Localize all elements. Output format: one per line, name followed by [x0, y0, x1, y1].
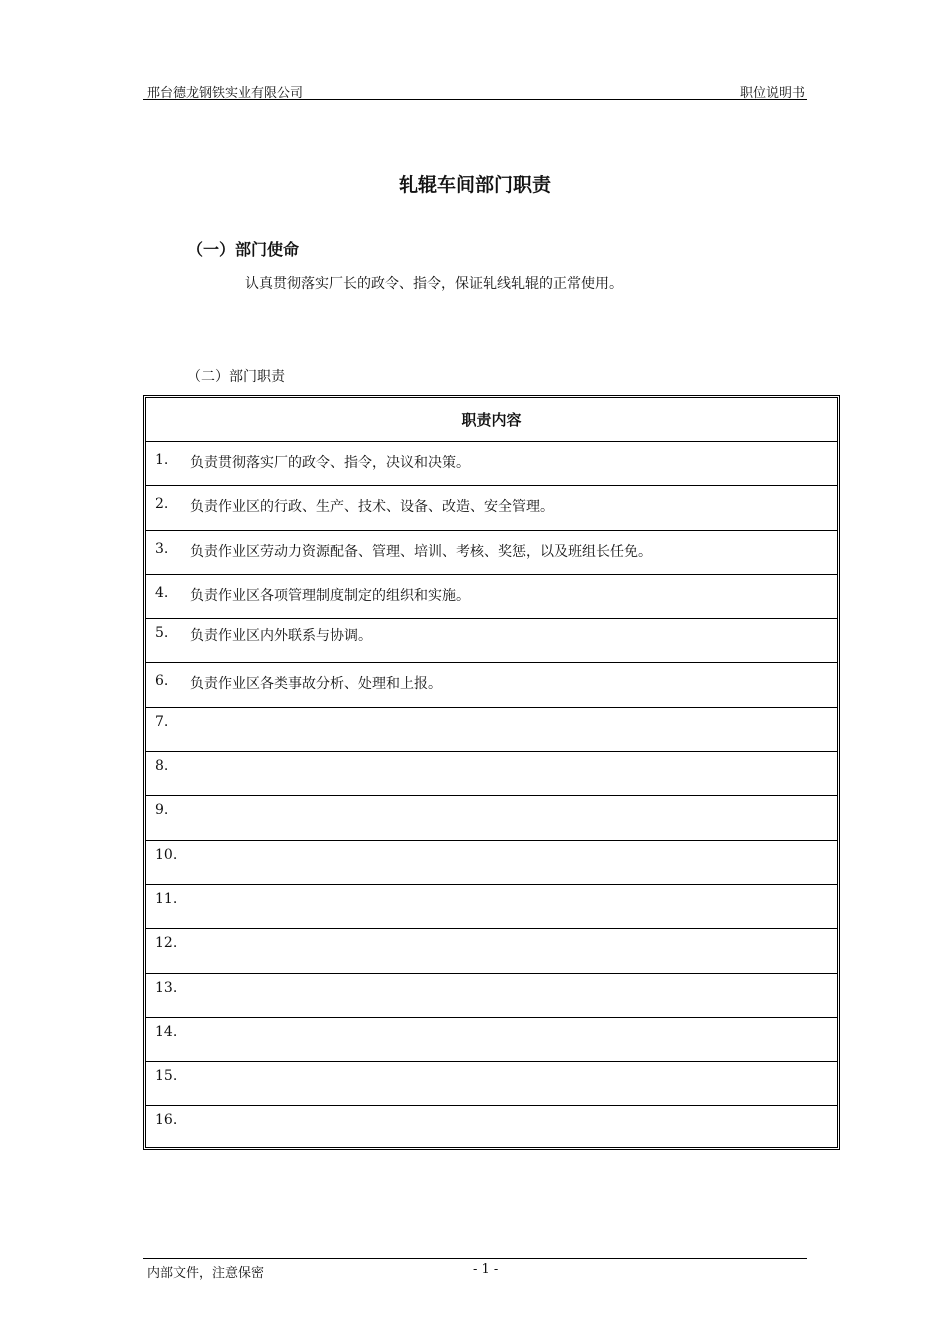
row-number: 14.	[155, 1023, 178, 1040]
row-text: 负责作业区内外联系与协调。	[190, 628, 372, 645]
row-text: 负责作业区各项管理制度制定的组织和实施。	[190, 587, 470, 604]
row-number: 11.	[155, 890, 178, 907]
row-number: 10.	[155, 846, 178, 863]
duties-table-header: 职责内容	[146, 398, 837, 442]
row-number: 9.	[155, 802, 169, 819]
header-divider	[143, 99, 807, 100]
row-number: 3.	[155, 540, 169, 557]
section-mission-text: 认真贯彻落实厂长的政令、指令，保证轧线轧辊的正常使用。	[245, 276, 623, 292]
page-title: 轧辊车间部门职责	[398, 174, 551, 196]
row-number: 15.	[155, 1068, 178, 1085]
section-mission-heading: （一）部门使命	[187, 240, 300, 259]
row-number: 2.	[155, 496, 169, 513]
table-row	[146, 841, 837, 885]
section-duties-heading: （二）部门职责	[187, 369, 285, 385]
table-row	[146, 1018, 837, 1062]
row-number: 4.	[155, 584, 169, 601]
footer-confidential-note: 内部文件，注意保密	[147, 1266, 265, 1281]
row-number: 7.	[155, 713, 169, 730]
footer-divider	[143, 1258, 807, 1259]
table-row	[146, 885, 837, 929]
row-text: 负责贯彻落实厂的政令、指令，决议和决策。	[190, 455, 470, 471]
table-row	[146, 1062, 837, 1106]
row-number: 13.	[155, 979, 178, 996]
row-number: 1.	[155, 452, 169, 468]
table-row	[146, 575, 837, 619]
table-row	[146, 1106, 837, 1150]
table-row	[146, 974, 837, 1018]
row-number: 6.	[155, 673, 169, 690]
header-doc-type: 职位说明书	[739, 86, 805, 101]
row-text: 负责作业区各类事故分析、处理和上报。	[190, 676, 442, 693]
table-row	[146, 663, 837, 707]
table-row	[146, 442, 837, 486]
table-row	[146, 619, 837, 663]
table-row	[146, 708, 837, 752]
row-number: 5.	[155, 625, 169, 642]
table-row	[146, 752, 837, 796]
table-row	[146, 929, 837, 973]
row-number: 8.	[155, 758, 169, 775]
row-number: 12.	[155, 935, 178, 952]
row-text: 负责作业区劳动力资源配备、管理、培训、考核、奖惩，以及班组长任免。	[190, 543, 652, 560]
table-row	[146, 486, 837, 530]
row-number: 16.	[155, 1112, 178, 1129]
table-row	[146, 796, 837, 840]
duties-table	[143, 395, 840, 1150]
footer-page-number: - 1 -	[473, 1262, 499, 1277]
header-company: 邢台德龙钢铁实业有限公司	[147, 86, 304, 101]
table-row	[146, 531, 837, 575]
row-text: 负责作业区的行政、生产、技术、设备、改造、安全管理。	[190, 499, 554, 516]
